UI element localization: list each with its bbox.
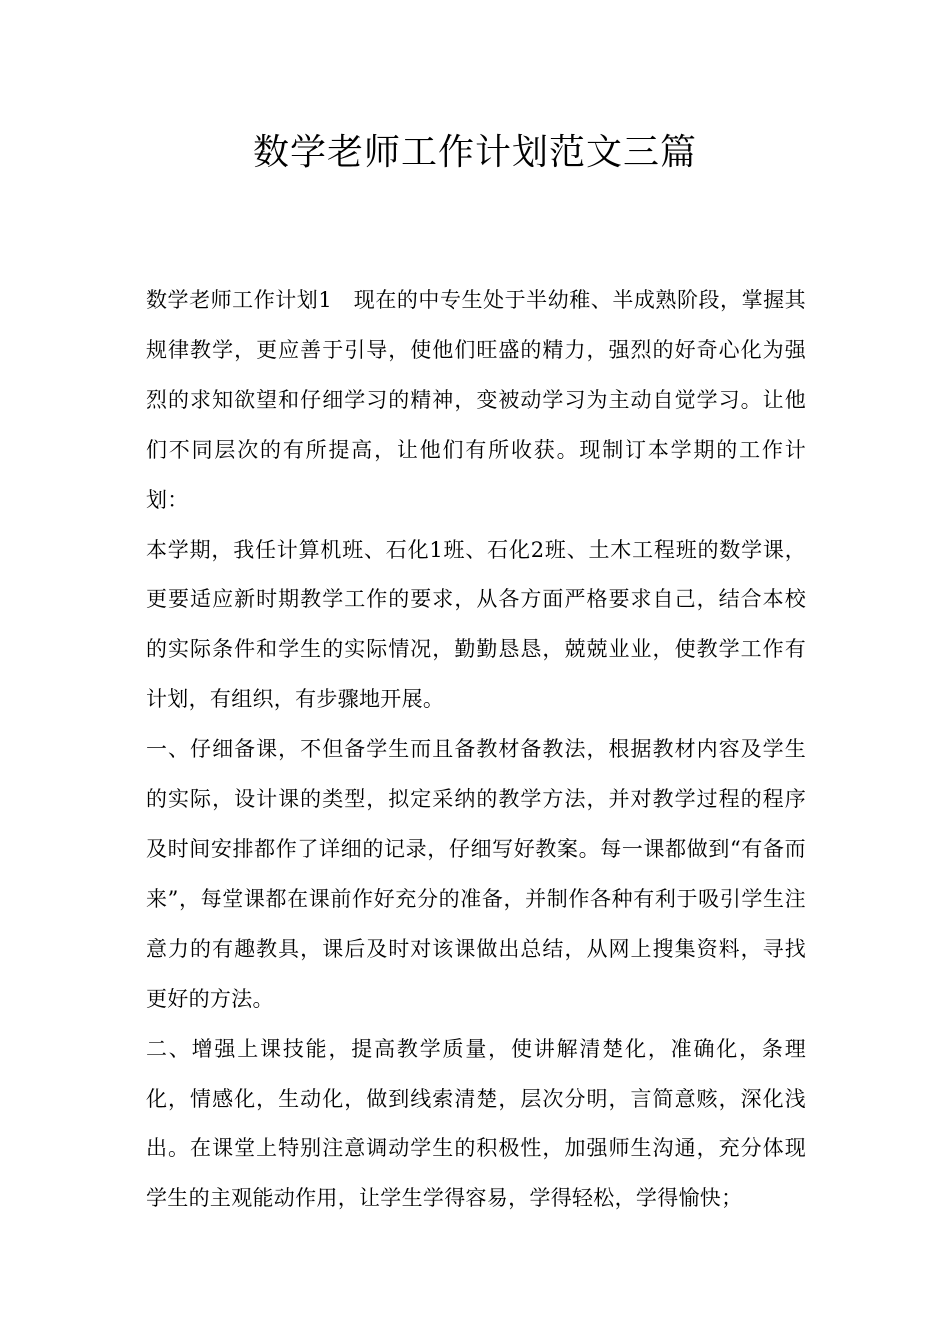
paragraph-lesson-prep: 一、仔细备课，不但备学生而且备教材备教法，根据教材内容及学生的实际，设计课的类型，拟定采纳的教学方法，并对教学过程的程序及时间安排都作了详细的记录，仔细写好教案。每一课都做到“有备而来”，每堂课都在课前作好充分的准备，并制作各种有利于吸引学生注意力的有趣教具，课后及时对该课做出总结，从网上搜集资料，寻找更好的方法。 — [146, 737, 806, 1011]
paragraph-intro: 数学老师工作计划1 现在的中专生处于半幼稚、半成熟阶段，掌握其规律教学，更应善于引导，使他们旺盛的精力，强烈的好奇心化为强烈的求知欲望和仔细学习的精神，变被动学习为主动自觉学习。让他们不同层次的有所提高，让他们有所收获。现制订本学期的工作计划： — [146, 288, 806, 512]
document-title: 数学老师工作计划范文三篇 — [252, 132, 697, 173]
paragraph-assignment: 本学期，我任计算机班、石化1班、石化2班、土木工程班的数学课，更要适应新时期教学工作的要求，从各方面严格要求自己，结合本校的实际条件和学生的实际情况，勤勤恳恳，兢兢业业，使教学工作有计划，有组织，有步骤地开展。 — [146, 537, 806, 712]
document-body — [146, 276, 806, 1224]
paragraph-teaching-skill: 二、增强上课技能，提高教学质量，使讲解清楚化，准确化，条理化，情感化，生动化，做到线索清楚，层次分明，言简意赅，深化浅出。在课堂上特别注意调动学生的积极性，加强师生沟通，充分体现学生的主观能动作用，让学生学得容易，学得轻松，学得愉快； — [146, 1036, 806, 1211]
